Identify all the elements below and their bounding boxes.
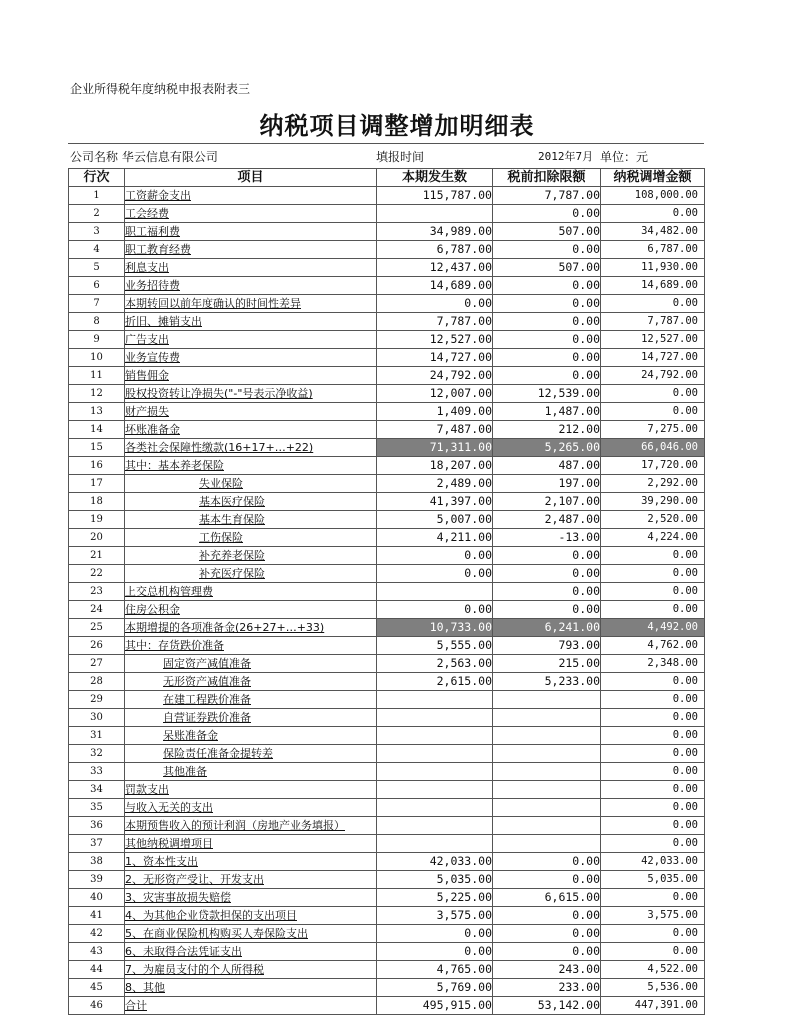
row-current-amount: 3,575.00 [377, 907, 493, 925]
row-item-name: 利息支出 [125, 259, 377, 277]
row-deduction-limit: 0.00 [493, 313, 601, 331]
row-adjustment-amount: 447,391.00 [601, 997, 705, 1015]
row-current-amount [377, 727, 493, 745]
row-current-amount [377, 835, 493, 853]
row-item-name: 其中：存货跌价准备 [125, 637, 377, 655]
table-row [69, 583, 705, 601]
row-line-number: 9 [69, 331, 125, 349]
table-row [69, 547, 705, 565]
row-current-amount: 2,615.00 [377, 673, 493, 691]
row-current-amount: 41,397.00 [377, 493, 493, 511]
row-current-amount: 1,409.00 [377, 403, 493, 421]
row-line-number: 42 [69, 925, 125, 943]
row-deduction-limit [493, 817, 601, 835]
row-current-amount: 5,555.00 [377, 637, 493, 655]
col-header-line: 行次 [69, 169, 125, 187]
row-line-number: 31 [69, 727, 125, 745]
table-row [69, 691, 705, 709]
table-row [69, 961, 705, 979]
row-adjustment-amount: 0.00 [601, 601, 705, 619]
table-row [69, 763, 705, 781]
date-value: 2012年7月 [538, 150, 594, 163]
row-line-number: 12 [69, 385, 125, 403]
row-item-name: 业务宣传费 [125, 349, 377, 367]
row-adjustment-amount: 0.00 [601, 583, 705, 601]
row-current-amount [377, 709, 493, 727]
row-item-name: 4、为其他企业贷款担保的支出项目 [125, 907, 377, 925]
row-item-name: 7、为雇员支付的个人所得税 [125, 961, 377, 979]
table-row [69, 511, 705, 529]
row-line-number: 36 [69, 817, 125, 835]
row-line-number: 2 [69, 205, 125, 223]
row-line-number: 18 [69, 493, 125, 511]
row-line-number: 26 [69, 637, 125, 655]
row-adjustment-amount: 0.00 [601, 727, 705, 745]
row-adjustment-amount: 2,292.00 [601, 475, 705, 493]
row-adjustment-amount: 108,000.00 [601, 187, 705, 205]
row-adjustment-amount: 4,522.00 [601, 961, 705, 979]
row-deduction-limit: 0.00 [493, 277, 601, 295]
row-line-number: 25 [69, 619, 125, 637]
row-line-number: 1 [69, 187, 125, 205]
row-current-amount: 34,989.00 [377, 223, 493, 241]
row-current-amount: 14,727.00 [377, 349, 493, 367]
row-deduction-limit: 0.00 [493, 601, 601, 619]
row-line-number: 44 [69, 961, 125, 979]
row-current-amount: 0.00 [377, 295, 493, 313]
row-deduction-limit: 6,241.00 [493, 619, 601, 637]
row-deduction-limit: 212.00 [493, 421, 601, 439]
table-row [69, 835, 705, 853]
table-row [69, 889, 705, 907]
row-deduction-limit: 233.00 [493, 979, 601, 997]
row-adjustment-amount: 4,762.00 [601, 637, 705, 655]
row-deduction-limit [493, 781, 601, 799]
row-line-number: 24 [69, 601, 125, 619]
row-adjustment-amount: 0.00 [601, 781, 705, 799]
row-deduction-limit [493, 835, 601, 853]
row-line-number: 17 [69, 475, 125, 493]
row-adjustment-amount: 0.00 [601, 799, 705, 817]
row-line-number: 28 [69, 673, 125, 691]
row-adjustment-amount: 0.00 [601, 709, 705, 727]
row-line-number: 11 [69, 367, 125, 385]
row-line-number: 14 [69, 421, 125, 439]
header-divider [68, 143, 704, 144]
row-line-number: 6 [69, 277, 125, 295]
table-row [69, 655, 705, 673]
row-deduction-limit: 793.00 [493, 637, 601, 655]
row-deduction-limit: 487.00 [493, 457, 601, 475]
row-line-number: 10 [69, 349, 125, 367]
table-row [69, 853, 705, 871]
row-deduction-limit: 0.00 [493, 907, 601, 925]
row-item-name: 基本医疗保险 [125, 493, 377, 511]
row-item-name: 在建工程跌价准备 [125, 691, 377, 709]
row-adjustment-amount: 0.00 [601, 835, 705, 853]
row-adjustment-amount: 14,727.00 [601, 349, 705, 367]
row-line-number: 19 [69, 511, 125, 529]
row-current-amount: 7,487.00 [377, 421, 493, 439]
row-current-amount [377, 763, 493, 781]
row-line-number: 30 [69, 709, 125, 727]
row-adjustment-amount: 0.00 [601, 385, 705, 403]
row-adjustment-amount: 17,720.00 [601, 457, 705, 475]
row-adjustment-amount: 0.00 [601, 889, 705, 907]
table-row [69, 817, 705, 835]
table-row [69, 871, 705, 889]
row-item-name: 基本生育保险 [125, 511, 377, 529]
row-adjustment-amount: 0.00 [601, 547, 705, 565]
col-header-adjustment: 纳税调增金额 [601, 169, 705, 187]
row-item-name: 保险责任准备金提转差 [125, 745, 377, 763]
row-current-amount [377, 781, 493, 799]
row-adjustment-amount: 4,224.00 [601, 529, 705, 547]
row-current-amount: 2,489.00 [377, 475, 493, 493]
row-item-name: 财产损失 [125, 403, 377, 421]
row-item-name: 业务招待费 [125, 277, 377, 295]
table-row [69, 493, 705, 511]
row-item-name: 广告支出 [125, 331, 377, 349]
row-deduction-limit: 0.00 [493, 331, 601, 349]
row-adjustment-amount: 0.00 [601, 745, 705, 763]
row-current-amount: 5,769.00 [377, 979, 493, 997]
row-adjustment-amount: 5,536.00 [601, 979, 705, 997]
row-item-name: 工资薪金支出 [125, 187, 377, 205]
row-deduction-limit [493, 691, 601, 709]
unit-label: 单位：元 [600, 150, 649, 164]
row-adjustment-amount: 0.00 [601, 295, 705, 313]
row-current-amount: 14,689.00 [377, 277, 493, 295]
company-name: 公司名称 华云信息有限公司 [70, 150, 218, 164]
row-deduction-limit [493, 763, 601, 781]
row-deduction-limit: 0.00 [493, 853, 601, 871]
row-line-number: 32 [69, 745, 125, 763]
row-item-name: 与收入无关的支出 [125, 799, 377, 817]
table-row [69, 727, 705, 745]
table-row [69, 331, 705, 349]
row-adjustment-amount: 0.00 [601, 673, 705, 691]
row-item-name: 3、灾害事故损失赔偿 [125, 889, 377, 907]
row-current-amount: 4,211.00 [377, 529, 493, 547]
table-row [69, 979, 705, 997]
row-adjustment-amount: 0.00 [601, 205, 705, 223]
table-row [69, 457, 705, 475]
row-deduction-limit: 0.00 [493, 295, 601, 313]
row-item-name: 呆账准备金 [125, 727, 377, 745]
form-subtitle: 企业所得税年度纳税申报表附表三 [70, 82, 251, 96]
row-item-name: 2、无形资产受让、开发支出 [125, 871, 377, 889]
row-item-name: 其他纳税调增项目 [125, 835, 377, 853]
row-deduction-limit: 2,487.00 [493, 511, 601, 529]
table-row [69, 997, 705, 1015]
row-item-name: 本期预售收入的预计利润（房地产业务填报） [125, 817, 377, 835]
row-deduction-limit: 0.00 [493, 349, 601, 367]
table-body [69, 187, 705, 1015]
row-item-name: 其中：基本养老保险 [125, 457, 377, 475]
row-adjustment-amount: 42,033.00 [601, 853, 705, 871]
table-row [69, 439, 705, 457]
row-item-name: 本期增提的各项准备金(26+27+…+33) [125, 619, 377, 637]
row-current-amount: 18,207.00 [377, 457, 493, 475]
row-line-number: 8 [69, 313, 125, 331]
table-row [69, 259, 705, 277]
row-adjustment-amount: 0.00 [601, 691, 705, 709]
row-deduction-limit: 0.00 [493, 925, 601, 943]
row-current-amount: 24,792.00 [377, 367, 493, 385]
row-deduction-limit: 0.00 [493, 583, 601, 601]
row-item-name: 5、在商业保险机构购买人寿保险支出 [125, 925, 377, 943]
table-row [69, 367, 705, 385]
row-item-name: 工会经费 [125, 205, 377, 223]
row-line-number: 46 [69, 997, 125, 1015]
table-row [69, 223, 705, 241]
row-deduction-limit: 12,539.00 [493, 385, 601, 403]
row-item-name: 各类社会保障性缴款(16+17+…+22) [125, 439, 377, 457]
row-current-amount: 71,311.00 [377, 439, 493, 457]
row-adjustment-amount: 12,527.00 [601, 331, 705, 349]
table-row [69, 709, 705, 727]
row-deduction-limit [493, 799, 601, 817]
row-adjustment-amount: 6,787.00 [601, 241, 705, 259]
row-current-amount: 0.00 [377, 925, 493, 943]
table-row [69, 673, 705, 691]
table-row [69, 925, 705, 943]
row-item-name: 上交总机构管理费 [125, 583, 377, 601]
table-row [69, 619, 705, 637]
row-item-name: 补充医疗保险 [125, 565, 377, 583]
row-line-number: 35 [69, 799, 125, 817]
row-line-number: 20 [69, 529, 125, 547]
row-item-name: 8、其他 [125, 979, 377, 997]
row-item-name: 工伤保险 [125, 529, 377, 547]
col-header-item: 项目 [125, 169, 377, 187]
row-line-number: 34 [69, 781, 125, 799]
row-line-number: 38 [69, 853, 125, 871]
table-row [69, 187, 705, 205]
row-line-number: 13 [69, 403, 125, 421]
row-item-name: 1、资本性支出 [125, 853, 377, 871]
row-line-number: 15 [69, 439, 125, 457]
row-deduction-limit: 507.00 [493, 259, 601, 277]
row-adjustment-amount: 7,787.00 [601, 313, 705, 331]
row-current-amount: 0.00 [377, 547, 493, 565]
row-item-name: 折旧、摊销支出 [125, 313, 377, 331]
row-item-name: 股权投资转让净损失("-"号表示净收益) [125, 385, 377, 403]
row-deduction-limit: 507.00 [493, 223, 601, 241]
table-row [69, 475, 705, 493]
table-row [69, 277, 705, 295]
table-row [69, 601, 705, 619]
row-deduction-limit: 0.00 [493, 241, 601, 259]
row-adjustment-amount: 2,348.00 [601, 655, 705, 673]
table-header-row [69, 169, 705, 187]
row-item-name: 其他准备 [125, 763, 377, 781]
row-deduction-limit [493, 727, 601, 745]
row-adjustment-amount: 11,930.00 [601, 259, 705, 277]
row-line-number: 23 [69, 583, 125, 601]
row-adjustment-amount: 14,689.00 [601, 277, 705, 295]
row-item-name: 坏账准备金 [125, 421, 377, 439]
row-deduction-limit: 6,615.00 [493, 889, 601, 907]
row-line-number: 27 [69, 655, 125, 673]
row-adjustment-amount: 66,046.00 [601, 439, 705, 457]
row-adjustment-amount: 0.00 [601, 763, 705, 781]
table-row [69, 637, 705, 655]
table-row [69, 349, 705, 367]
row-adjustment-amount: 34,482.00 [601, 223, 705, 241]
row-current-amount: 0.00 [377, 565, 493, 583]
row-deduction-limit: 197.00 [493, 475, 601, 493]
row-deduction-limit: 2,107.00 [493, 493, 601, 511]
row-current-amount: 4,765.00 [377, 961, 493, 979]
row-current-amount: 0.00 [377, 943, 493, 961]
row-current-amount: 12,527.00 [377, 331, 493, 349]
row-current-amount: 0.00 [377, 601, 493, 619]
row-item-name: 自营证券跌价准备 [125, 709, 377, 727]
row-deduction-limit: 7,787.00 [493, 187, 601, 205]
row-line-number: 45 [69, 979, 125, 997]
row-item-name: 6、未取得合法凭证支出 [125, 943, 377, 961]
row-current-amount [377, 817, 493, 835]
row-deduction-limit: 0.00 [493, 565, 601, 583]
row-line-number: 33 [69, 763, 125, 781]
row-item-name: 失业保险 [125, 475, 377, 493]
row-item-name: 职工教育经费 [125, 241, 377, 259]
row-line-number: 22 [69, 565, 125, 583]
table-row [69, 907, 705, 925]
row-adjustment-amount: 0.00 [601, 943, 705, 961]
row-deduction-limit: 5,233.00 [493, 673, 601, 691]
row-line-number: 21 [69, 547, 125, 565]
row-adjustment-amount: 0.00 [601, 817, 705, 835]
row-line-number: 16 [69, 457, 125, 475]
row-current-amount: 42,033.00 [377, 853, 493, 871]
row-current-amount [377, 745, 493, 763]
row-line-number: 37 [69, 835, 125, 853]
row-deduction-limit: 5,265.00 [493, 439, 601, 457]
row-adjustment-amount: 24,792.00 [601, 367, 705, 385]
row-current-amount: 495,915.00 [377, 997, 493, 1015]
row-line-number: 7 [69, 295, 125, 313]
table-row [69, 529, 705, 547]
row-line-number: 41 [69, 907, 125, 925]
table-row [69, 241, 705, 259]
row-adjustment-amount: 0.00 [601, 565, 705, 583]
row-current-amount: 5,225.00 [377, 889, 493, 907]
row-deduction-limit: 0.00 [493, 871, 601, 889]
row-line-number: 43 [69, 943, 125, 961]
row-deduction-limit: 243.00 [493, 961, 601, 979]
row-deduction-limit: 215.00 [493, 655, 601, 673]
table-row [69, 799, 705, 817]
row-item-name: 罚款支出 [125, 781, 377, 799]
table-row [69, 565, 705, 583]
table-row [69, 295, 705, 313]
table-row [69, 745, 705, 763]
row-deduction-limit [493, 709, 601, 727]
col-header-limit: 税前扣除限额 [493, 169, 601, 187]
row-adjustment-amount: 39,290.00 [601, 493, 705, 511]
row-item-name: 固定资产减值准备 [125, 655, 377, 673]
row-current-amount: 12,437.00 [377, 259, 493, 277]
table-row [69, 421, 705, 439]
row-line-number: 3 [69, 223, 125, 241]
row-current-amount: 2,563.00 [377, 655, 493, 673]
table-row [69, 403, 705, 421]
table-row [69, 313, 705, 331]
row-item-name: 无形资产减值准备 [125, 673, 377, 691]
table-row [69, 385, 705, 403]
row-current-amount: 10,733.00 [377, 619, 493, 637]
row-adjustment-amount: 0.00 [601, 403, 705, 421]
row-item-name: 销售佣金 [125, 367, 377, 385]
row-adjustment-amount: 5,035.00 [601, 871, 705, 889]
table-row [69, 943, 705, 961]
row-current-amount [377, 583, 493, 601]
date-label: 填报时间 [376, 150, 425, 164]
table-row [69, 205, 705, 223]
row-item-name: 合计 [125, 997, 377, 1015]
row-deduction-limit [493, 745, 601, 763]
row-line-number: 29 [69, 691, 125, 709]
row-line-number: 39 [69, 871, 125, 889]
row-adjustment-amount: 3,575.00 [601, 907, 705, 925]
row-adjustment-amount: 4,492.00 [601, 619, 705, 637]
row-deduction-limit: 1,487.00 [493, 403, 601, 421]
row-current-amount: 12,007.00 [377, 385, 493, 403]
row-current-amount: 6,787.00 [377, 241, 493, 259]
row-deduction-limit: 53,142.00 [493, 997, 601, 1015]
row-adjustment-amount: 7,275.00 [601, 421, 705, 439]
row-adjustment-amount: 2,520.00 [601, 511, 705, 529]
row-current-amount: 5,007.00 [377, 511, 493, 529]
adjustment-table [68, 168, 705, 1015]
row-current-amount: 115,787.00 [377, 187, 493, 205]
row-current-amount: 7,787.00 [377, 313, 493, 331]
row-deduction-limit: 0.00 [493, 205, 601, 223]
row-current-amount: 5,035.00 [377, 871, 493, 889]
row-adjustment-amount: 0.00 [601, 925, 705, 943]
row-line-number: 40 [69, 889, 125, 907]
row-item-name: 住房公积金 [125, 601, 377, 619]
row-current-amount [377, 205, 493, 223]
table-row [69, 781, 705, 799]
row-line-number: 4 [69, 241, 125, 259]
row-deduction-limit: 0.00 [493, 943, 601, 961]
row-current-amount [377, 799, 493, 817]
row-deduction-limit: 0.00 [493, 547, 601, 565]
row-deduction-limit: 0.00 [493, 367, 601, 385]
col-header-current: 本期发生数 [377, 169, 493, 187]
row-item-name: 本期转回以前年度确认的时间性差异 [125, 295, 377, 313]
row-line-number: 5 [69, 259, 125, 277]
page-title: 纳税项目调整增加明细表 [259, 112, 535, 140]
row-deduction-limit: -13.00 [493, 529, 601, 547]
row-item-name: 职工福利费 [125, 223, 377, 241]
row-current-amount [377, 691, 493, 709]
row-item-name: 补充养老保险 [125, 547, 377, 565]
